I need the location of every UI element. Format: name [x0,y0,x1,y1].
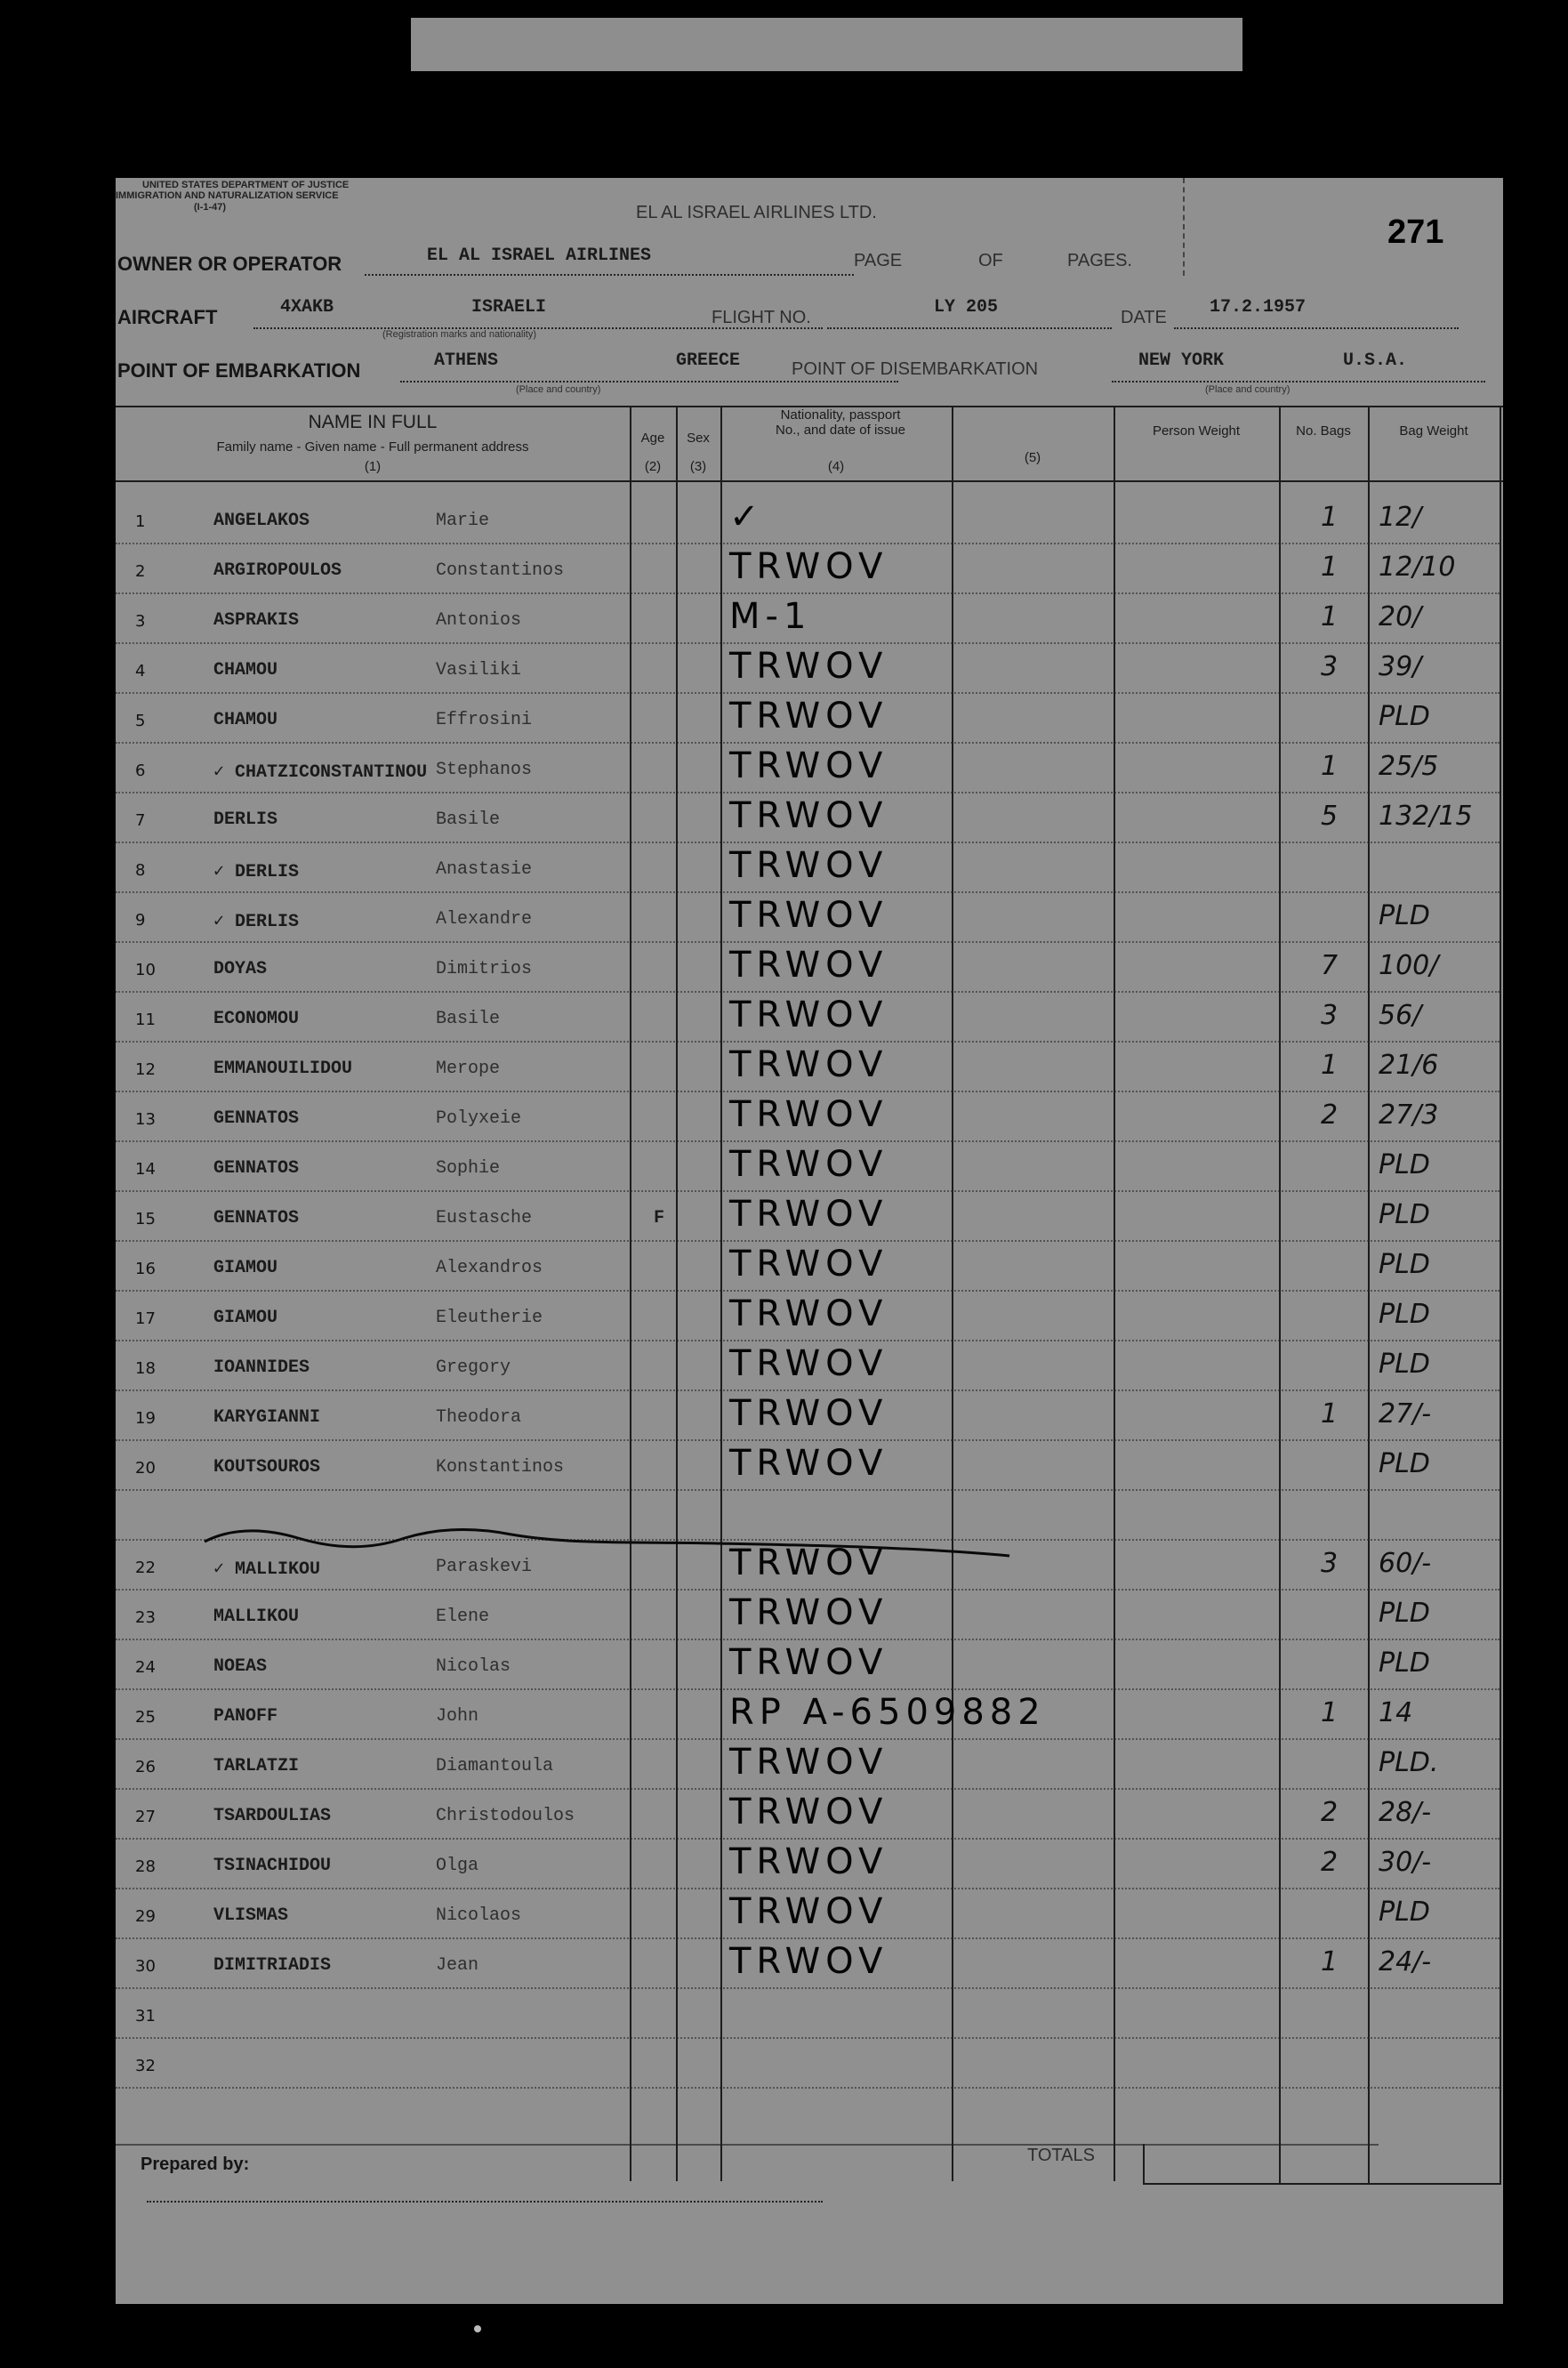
row-rule [116,1140,1500,1142]
given-name: Basile [436,1009,501,1029]
bag-weight: 132/15 [1379,801,1473,832]
given-name: Elene [436,1607,490,1627]
nationality-handwritten: TRWOV [729,1393,889,1434]
row-number: 24 [135,1658,156,1677]
col-header-bag-weight: Bag Weight [1399,423,1468,439]
disembarkation-caption: (Place and country) [1205,384,1291,395]
bag-weight: PLD [1379,701,1430,732]
given-name: Theodora [436,1407,522,1428]
row-number: 8 [135,861,146,880]
nationality-handwritten: TRWOV [729,1592,889,1633]
nationality-handwritten: TRWOV [729,1841,889,1882]
nationality-handwritten: TRWOV [729,1542,889,1583]
bag-weight: 25/5 [1379,751,1439,782]
row-rule [116,1788,1500,1790]
bag-weight: PLD [1379,1448,1430,1479]
bags-count: 1 [1321,601,1339,632]
row-number: 19 [135,1409,156,1428]
nationality-handwritten: TRWOV [729,1044,889,1085]
row-rule [116,1688,1500,1690]
given-name: Paraskevi [436,1557,533,1577]
row-rule [116,941,1500,943]
bags-count: 3 [1321,651,1339,682]
bag-weight: PLD [1379,900,1430,931]
row-rule [116,891,1500,893]
totals-box-left [1143,2144,1145,2185]
date-line [1174,327,1459,329]
row-number: 13 [135,1110,156,1129]
row-number: 30 [135,1957,156,1976]
nationality-handwritten: TRWOV [729,1941,889,1982]
flight-line [827,327,1112,329]
bags-count: 7 [1321,950,1339,981]
row-rule [116,642,1500,644]
row-rule [116,1290,1500,1292]
bag-weight: 60/- [1379,1548,1432,1579]
row-rule [116,1639,1500,1640]
embarkation-city: ATHENS [434,350,499,371]
family-name: MALLIKOU [213,1607,300,1627]
bag-weight: PLD [1379,1149,1430,1180]
family-name: ARGIROPOULOS [213,560,342,581]
row-number: 32 [135,2057,156,2075]
nationality-handwritten: TRWOV [729,1194,889,1235]
family-name: EMMANOUILIDOU [213,1059,353,1079]
embarkation-line [400,381,898,383]
date-label: DATE [1121,308,1167,327]
given-name: Anastasie [436,859,533,880]
family-name: ✓ MALLIKOU [213,1559,321,1580]
form-number: (I-1-47) [194,202,227,213]
given-name: Marie [436,511,490,531]
given-name: Nicolaos [436,1905,522,1926]
row-rule [116,1987,1500,1989]
pages-label: PAGES. [1067,251,1132,270]
given-name: Eleutherie [436,1308,543,1328]
row-number: 22 [135,1559,156,1577]
family-name: VLISMAS [213,1905,289,1926]
col-header-5-num: (5) [1024,450,1041,465]
bag-weight: 24/- [1379,1946,1432,1977]
col-header-sex: Sex [687,431,710,446]
row-number: 20 [135,1459,156,1478]
bag-weight: 30/- [1379,1847,1432,1878]
row-number: 25 [135,1708,156,1727]
aircraft-nationality: ISRAELI [471,297,547,318]
bags-count: 1 [1321,751,1339,782]
given-name: Jean [436,1955,479,1976]
family-name: GENNATOS [213,1208,300,1228]
row-rule [116,592,1500,594]
bag-weight: PLD [1379,1199,1430,1230]
family-name: ✓ DERLIS [213,862,300,882]
given-name: Stephanos [436,760,533,780]
nationality-handwritten: TRWOV [729,1144,889,1185]
row-rule [116,842,1500,843]
bag-weight: 20/ [1379,601,1422,632]
row-number: 31 [135,2007,156,2026]
bags-count: 3 [1321,1548,1339,1579]
row-number: 5 [135,712,146,730]
given-name: John [436,1706,479,1727]
row-number: 17 [135,1309,156,1328]
disembarkation-line [1112,381,1485,383]
bags-count: 2 [1321,1847,1339,1878]
row-number: 23 [135,1608,156,1627]
strike-through-wave [200,1517,1018,1561]
embarkation-label: POINT OF EMBARKATION [117,359,361,382]
bags-count: 1 [1321,1697,1339,1728]
table-row [116,2057,1500,2112]
nationality-handwritten: TRWOV [729,995,889,1035]
stamp-box-edge [1183,178,1186,276]
bags-count: 1 [1321,1946,1339,1977]
family-name: ASPRAKIS [213,610,300,631]
nationality-handwritten: TRWOV [729,1244,889,1285]
row-rule [116,1041,1500,1043]
family-name: GIAMOU [213,1308,278,1328]
bags-count: 2 [1321,1099,1339,1131]
given-name: Basile [436,809,501,830]
bags-count: 2 [1321,1797,1339,1828]
airline-stamp: EL AL ISRAEL AIRLINES LTD. [636,203,877,222]
family-name: GENNATOS [213,1158,300,1179]
nationality-handwritten: TRWOV [729,1792,889,1832]
nationality-handwritten: TRWOV [729,546,889,587]
given-name: Olga [436,1856,479,1876]
bags-count: 1 [1321,502,1339,533]
bag-weight: 12/10 [1379,552,1456,583]
bag-weight: 100/ [1379,950,1439,981]
nationality-handwritten: TRWOV [729,696,889,737]
manifest-sheet [116,178,1503,2304]
bags-count: 3 [1321,1000,1339,1031]
nationality-handwritten: TRWOV [729,845,889,886]
given-name: Constantinos [436,560,565,581]
nationality-handwritten: TRWOV [729,795,889,836]
nationality-handwritten: TRWOV [729,1443,889,1484]
nationality-handwritten: M-1 [729,596,812,637]
bags-count: 1 [1321,552,1339,583]
row-number: 29 [135,1907,156,1926]
owner-value: EL AL ISRAEL AIRLINES [427,246,652,266]
row-number: 7 [135,811,146,830]
row-rule [116,1589,1500,1591]
nationality-handwritten: TRWOV [729,1891,889,1932]
row-number: 26 [135,1758,156,1776]
embarkation-country: GREECE [676,350,741,371]
page-number: 271 [1387,213,1444,251]
embarkation-caption: (Place and country) [516,384,601,395]
bag-weight: 27/3 [1379,1099,1439,1131]
given-name: Polyxeie [436,1108,522,1129]
table-row [116,1941,1500,2012]
row-number: 2 [135,562,146,581]
row-number: 6 [135,761,146,780]
sex-value: F [654,1208,665,1228]
nationality-handwritten: TRWOV [729,745,889,786]
disembarkation-label: POINT OF DISEMBARKATION [792,359,1039,379]
family-name: IOANNIDES [213,1357,310,1378]
row-number: 16 [135,1260,156,1278]
row-number: 12 [135,1060,156,1079]
table-header-rule [116,480,1503,482]
nationality-handwritten: RP A-6509882 [729,1692,1046,1733]
family-name: ECONOMOU [213,1009,300,1029]
given-name: Eustasche [436,1208,533,1228]
bag-weight: PLD [1379,1249,1430,1280]
of-label: OF [978,251,1003,270]
family-name: TSINACHIDOU [213,1856,332,1876]
col-header-name-num: (1) [364,459,382,474]
given-name: Diamantoula [436,1756,554,1776]
family-name: CHAMOU [213,660,278,681]
page-label: PAGE [854,251,903,270]
totals-bottom-rule [1143,2183,1501,2185]
bag-weight: PLD [1379,1299,1430,1330]
family-name: GENNATOS [213,1108,300,1129]
given-name: Sophie [436,1158,501,1179]
family-name: DOYAS [213,959,268,979]
family-name: CHAMOU [213,710,278,730]
disembarkation-city: NEW YORK [1138,350,1225,371]
bag-weight: PLD [1379,1897,1430,1928]
table-row [116,2007,1500,2062]
row-rule [116,1738,1500,1740]
prepared-by-label: Prepared by: [141,2155,250,2174]
row-rule [116,1240,1500,1242]
bag-weight: 39/ [1379,651,1422,682]
table-right-edge [1500,406,1501,2185]
col-header-nationality-num: (4) [827,459,845,474]
bag-weight: PLD [1379,1598,1430,1629]
col-header-name: NAME IN FULL [308,412,438,432]
given-name: Konstantinos [436,1457,565,1478]
row-number: 18 [135,1359,156,1378]
given-name: Dimitrios [436,959,533,979]
family-name: DERLIS [213,809,278,830]
nationality-handwritten: TRWOV [729,895,889,936]
bag-weight: 28/- [1379,1797,1432,1828]
given-name: Gregory [436,1357,511,1378]
row-number: 28 [135,1857,156,1876]
nationality-handwritten: ✓ [729,496,765,537]
prepared-by-line [147,2201,823,2203]
agency-line1: UNITED STATES DEPARTMENT OF JUSTICE [142,180,350,190]
family-name: NOEAS [213,1656,268,1677]
row-rule [116,2087,1500,2089]
row-number: 11 [135,1011,156,1029]
row-number: 14 [135,1160,156,1179]
aircraft-label: AIRCRAFT [117,306,218,328]
col-header-age: Age [640,431,665,446]
bag-weight: 21/6 [1379,1050,1439,1081]
row-rule [116,991,1500,993]
disembarkation-country: U.S.A. [1343,350,1408,371]
row-rule [116,2037,1500,2039]
row-rule [116,742,1500,744]
given-name: Effrosini [436,710,533,730]
agency-line2: IMMIGRATION AND NATURALIZATION SERVICE [116,190,339,201]
row-number: 4 [135,662,146,681]
registration-caption: (Registration marks and nationality) [382,329,537,340]
given-name: Merope [436,1059,501,1079]
nationality-handwritten: TRWOV [729,945,889,986]
family-name: TARLATZI [213,1756,300,1776]
bags-count: 5 [1321,801,1339,832]
owner-label: OWNER OR OPERATOR [117,253,342,275]
table-row [116,1443,1500,1514]
given-name: Alexandre [436,909,533,930]
given-name: Nicolas [436,1656,511,1677]
nationality-handwritten: TRWOV [729,646,889,687]
row-rule [116,1091,1500,1092]
totals-label: TOTALS [1027,2146,1095,2165]
family-name: KARYGIANNI [213,1407,321,1428]
nationality-handwritten: TRWOV [729,1293,889,1334]
row-rule [116,1340,1500,1341]
row-number: 27 [135,1808,156,1826]
given-name: Alexandros [436,1258,543,1278]
top-paper-tab [411,18,1242,71]
row-rule [116,692,1500,694]
col-header-nationality: Nationality, passport No., and date of issue [776,407,905,438]
punch-dot [474,2325,481,2332]
date-value: 17.2.1957 [1210,297,1307,318]
bag-weight: 56/ [1379,1000,1422,1031]
col-header-name-sub: Family name - Given name - Full permanent address [216,439,529,455]
given-name: Vasiliki [436,660,522,681]
row-number: 3 [135,612,146,631]
flight-value: LY 205 [934,297,999,318]
given-name: Antonios [436,610,522,631]
family-name: DIMITRIADIS [213,1955,332,1976]
row-number: 10 [135,961,156,979]
row-rule [116,792,1500,793]
bag-weight: PLD [1379,1647,1430,1679]
bag-weight: PLD. [1379,1747,1439,1778]
row-number: 1 [135,512,146,531]
bag-weight: 27/- [1379,1398,1432,1430]
row-rule [116,543,1500,544]
row-rule [116,1190,1500,1192]
col-header-sex-num: (3) [689,459,707,474]
family-name: ✓ DERLIS [213,912,300,932]
bags-count: 1 [1321,1050,1339,1081]
family-name: PANOFF [213,1706,278,1727]
row-number: 15 [135,1210,156,1228]
col-header-no-bags: No. Bags [1296,423,1351,439]
nationality-handwritten: TRWOV [729,1742,889,1783]
family-name: TSARDOULIAS [213,1806,332,1826]
bags-count: 1 [1321,1398,1339,1430]
given-name: Christodoulos [436,1806,575,1826]
nationality-handwritten: TRWOV [729,1094,889,1135]
nationality-handwritten: TRWOV [729,1343,889,1384]
row-rule [116,1489,1500,1491]
row-rule [116,1389,1500,1391]
family-name: ANGELAKOS [213,511,310,531]
bag-weight: 14 [1379,1697,1413,1728]
row-rule [116,1888,1500,1889]
col-header-person-weight: Person Weight [1152,423,1241,439]
family-name: GIAMOU [213,1258,278,1278]
row-rule [116,1439,1500,1441]
family-name: ✓ CHATZICONSTANTINOU [213,762,428,783]
row-rule [116,1937,1500,1939]
bag-weight: PLD [1379,1349,1430,1380]
row-number: 9 [135,911,146,930]
family-name: KOUTSOUROS [213,1457,321,1478]
owner-line [365,274,854,276]
row-rule [116,1838,1500,1840]
bag-weight: 12/ [1379,502,1422,533]
nationality-handwritten: TRWOV [729,1642,889,1683]
col-header-age-num: (2) [644,459,662,474]
flight-label: FLIGHT NO. [712,308,811,327]
aircraft-reg: 4XAKB [280,297,334,318]
footer-rule [116,2144,1379,2146]
